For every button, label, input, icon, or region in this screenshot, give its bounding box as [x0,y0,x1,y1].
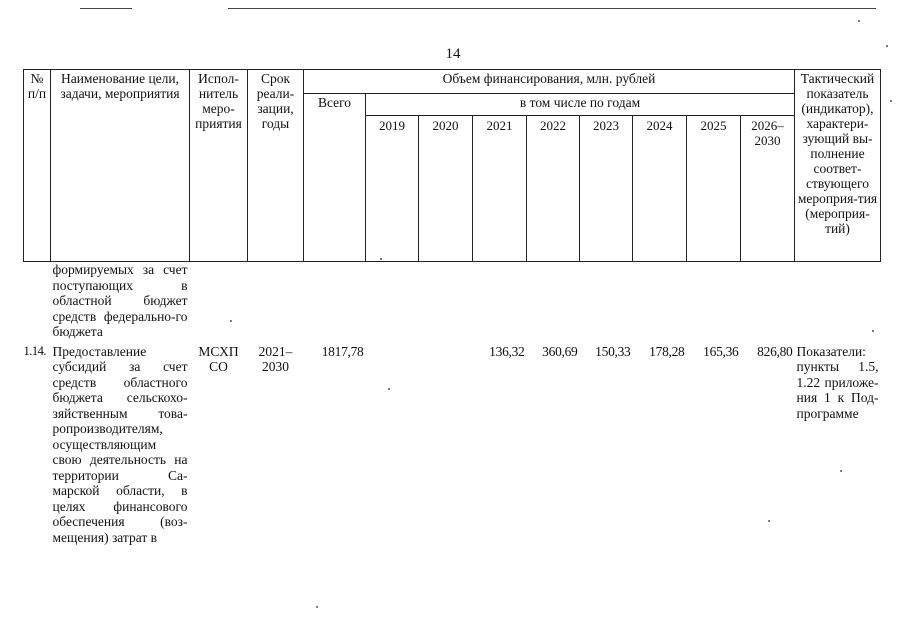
page-number: 14 [445,46,461,62]
row-year-value [741,262,795,344]
row-year-value [527,262,580,344]
row-number [24,262,51,344]
row-year-value: 150,33 [595,343,631,359]
row-year-value [580,262,633,344]
header-executor: Испол-нитель меро-приятия [190,70,248,262]
row-year-value: 165,36 [703,343,739,359]
table-header [24,70,881,262]
row-year-value [419,344,473,546]
scan-speck [886,45,888,47]
scan-speck [872,330,874,332]
header-year-2025: 2025 [687,116,741,262]
header-tactic: Тактический показатель (индикатор), характери-зующий вы-полнение соответ-ствующего мероприя-тия (мероприя-тий) [795,70,881,262]
header-year-2024: 2024 [633,116,687,262]
row-tactic [795,262,881,344]
row-year-value [633,262,687,344]
row-number: 1.14. [23,343,46,358]
row-year-value: 136,32 [489,343,525,359]
row-year-value: 826,80 [757,343,793,359]
top-rule-left [80,8,132,9]
header-funding: Объем финансирования, млн. рублей [304,70,795,94]
row-name: формируемых за счет поступающих в областной бюджет средств федерально-го бюджета [52,262,188,339]
table-row [24,344,881,546]
header-year-2026-2030: 2026–2030 [741,116,795,262]
row-year-value [366,262,419,344]
row-executor [190,262,248,344]
scan-speck [316,606,318,608]
scan-speck [840,470,842,472]
header-total: Всего [304,94,366,262]
row-year-value [473,262,527,344]
row-year-value [366,344,419,546]
row-term [248,262,304,344]
table-row [24,262,881,344]
header-year-2022: 2022 [527,116,580,262]
scan-speck [388,388,390,390]
row-year-value: 178,28 [649,343,685,359]
row-year-value [419,262,473,344]
row-executor: МСХП СО [198,343,239,374]
header-year-2019: 2019 [366,116,419,262]
scan-speck [380,258,382,260]
header-term: Срок реали-зации, годы [248,70,304,262]
header-year-2023: 2023 [580,116,633,262]
row-name: Предоставление субсидий за счет средств областного бюджета сельскохо-зяйственным това-ропроизводителям, осуществляющим свою деятельность на территории Са-марской области, в целях финансового обеспечения (воз-мещения) затрат в [52,343,188,545]
row-year-value [687,262,741,344]
header-number: № п/п [24,70,51,262]
row-year-value: 360,69 [542,343,578,359]
header-name: Наименование цели, задачи, мероприятия [51,70,190,262]
row-tactic: Показатели: пункты 1.5, 1.22 приложе-ния 1 к Под-программе [796,343,879,421]
scan-speck [230,320,232,322]
scan-speck [890,100,892,102]
scan-speck [768,520,770,522]
top-rule-right [228,8,876,9]
row-term: 2021– 2030 [258,343,293,374]
header-year-2021: 2021 [473,116,527,262]
header-year-2020: 2020 [419,116,473,262]
row-total: 1817,78 [321,343,364,359]
scan-speck [858,20,860,22]
row-total [304,262,366,344]
financing-table [23,69,881,545]
header-by-years: в том числе по годам [366,94,795,116]
